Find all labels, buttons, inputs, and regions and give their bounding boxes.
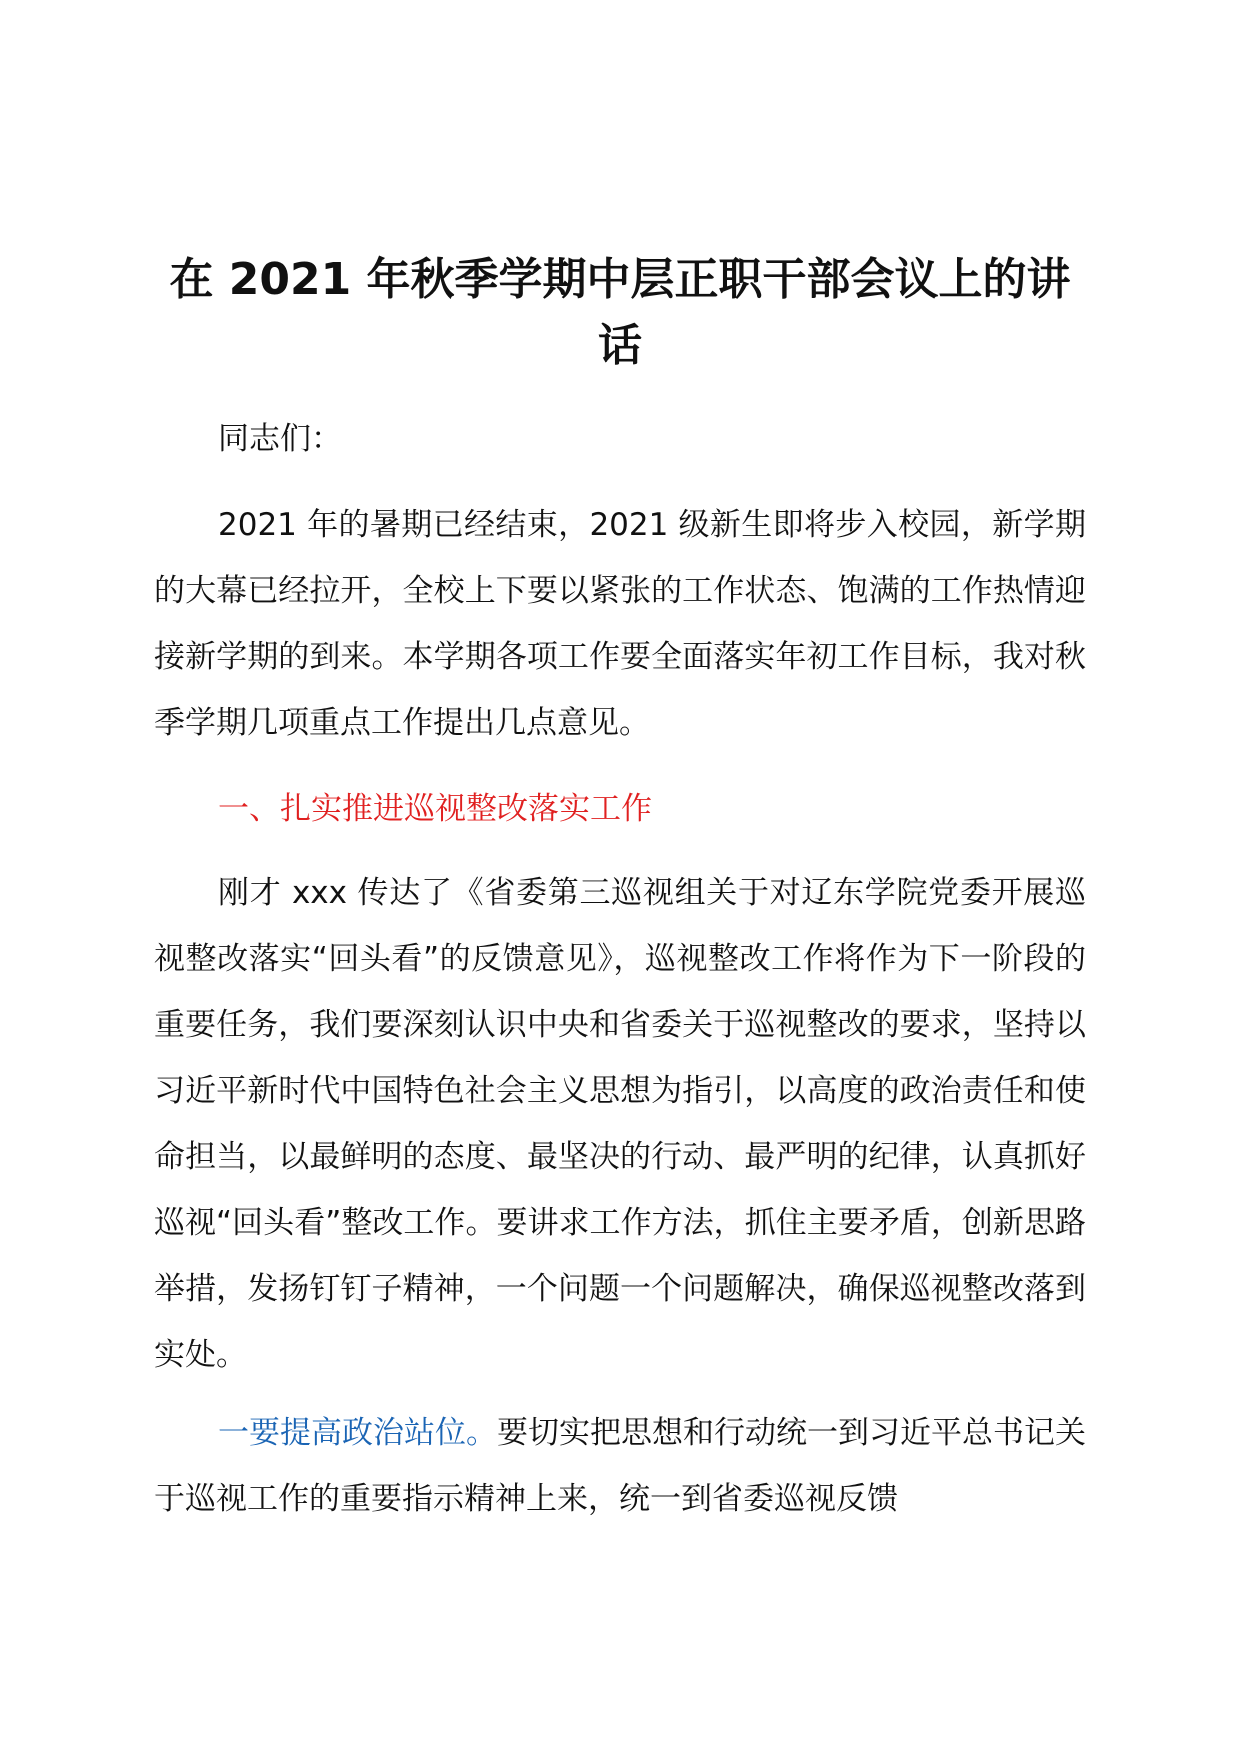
paragraph-body: 要切实把思想和行动统一到习近平总书记关于巡视工作的重要指示精神上来，统一到省委巡视反馈 <box>154 1415 1086 1517</box>
paragraph-inspection: 刚才 xxx 传达了《省委第三巡视组关于对辽东学院党委开展巡视整改落实“回头看”的反馈意见》，巡视整改工作将作为下一阶段的重要任务，我们要深刻认识中央和省委关于巡视整改的要求，坚持以习近平新时代中国特色社会主义思想为指引，以高度的政治责任和使命担当，以最鲜明的态度、最坚决的行动、最严明的纪律，认真抓好巡视“回头看”整改工作。要讲求工作方法，抓住主要矛盾，创新思路举措，发扬钉钉子精神，一个问题一个问题解决，确保巡视整改落到实处。 <box>154 875 1086 1373</box>
paragraph-political-stance <box>154 1400 1086 1532</box>
document-title-line1: 在 2021 年秋季学期中层正职干部会议上的讲 <box>169 254 1071 305</box>
paragraph-lead-emphasis: 一要提高政治站位。 <box>218 1415 497 1451</box>
document-title-line2: 话 <box>598 320 642 371</box>
paragraph-intro: 2021 年的暑期已经结束，2021 级新生即将步入校园，新学期的大幕已经拉开，全校上下要以紧张的工作状态、饱满的工作热情迎接新学期的到来。本学期各项工作要全面落实年初工作目标，我对秋季学期几项重点工作提出几点意见。 <box>154 507 1086 741</box>
section-heading-1: 一、扎实推进巡视整改落实工作 <box>218 791 652 827</box>
greeting: 同志们： <box>218 421 342 457</box>
